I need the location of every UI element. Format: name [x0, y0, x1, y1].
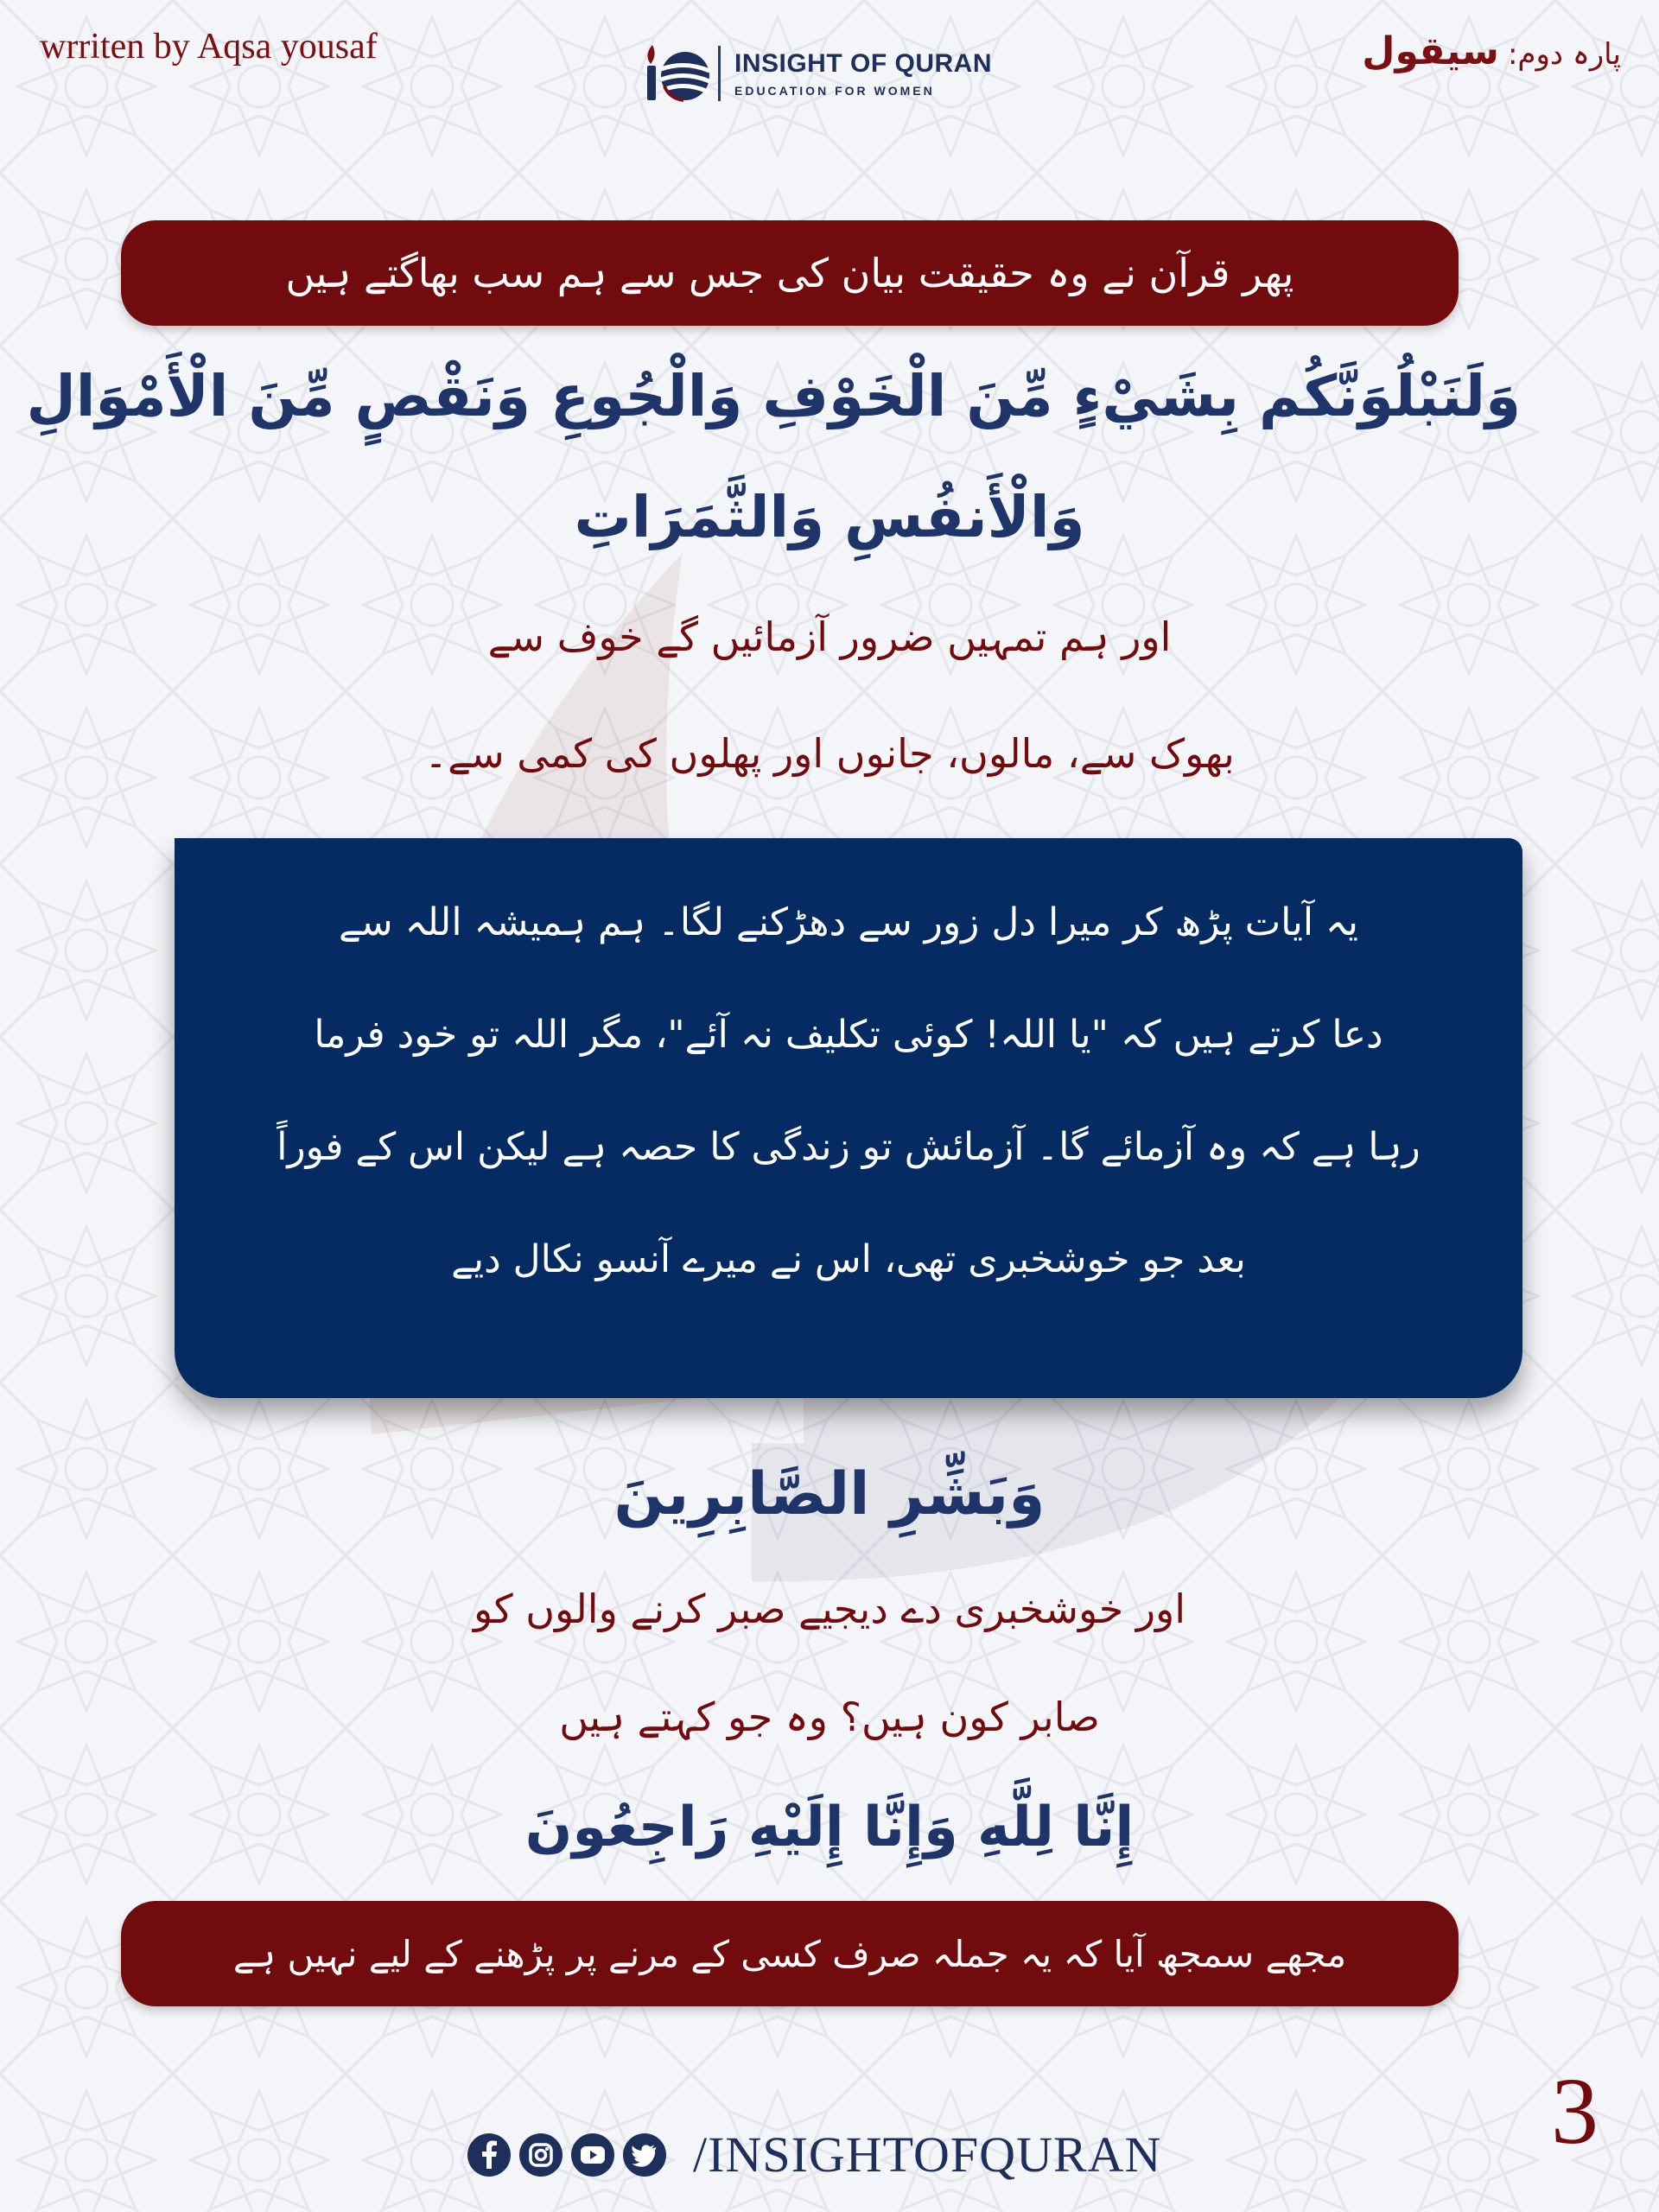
para-heading — [1362, 29, 1621, 73]
translation-line-1: اور ہم تمہیں ضرور آزمائیں گے خوف سے — [487, 613, 1172, 660]
reflection-box — [175, 838, 1522, 1398]
author-credit: wrriten by Aqsa yousaf — [40, 27, 378, 67]
ayah-sabireen: وَبَشِّرِ الصَّابِرِينَ — [613, 1460, 1046, 1529]
ayah-line-1: وَلَنَبْلُوَنَّكُم بِشَيْءٍ مِّنَ الْخَوْفِ وَالْجُوعِ وَنَقْصٍ مِّنَ الْأَمْوَالِ — [26, 363, 1521, 429]
logo-divider — [718, 46, 721, 101]
youtube-icon[interactable] — [570, 2133, 615, 2177]
translation-sabireen-1: اور خوشخبری دے دیجیے صبر کرنے والوں کو — [473, 1586, 1186, 1632]
facebook-icon[interactable] — [467, 2133, 512, 2177]
social-handle[interactable]: /INSIGHTOFQURAN — [693, 2126, 1162, 2183]
reflection-line-2: دعا کرتے ہیں کہ "یا اللہ! کوئی تکلیف نہ آئے"، مگر اللہ تو خود فرما — [314, 1013, 1383, 1057]
reflection-line-1: یہ آیات پڑھ کر میرا دل زور سے دھڑکنے لگا۔ ہم ہمیشہ اللہ سے — [338, 900, 1359, 944]
logo-mark-icon — [635, 35, 713, 112]
twitter-icon[interactable] — [622, 2133, 667, 2177]
translation-line-2: بھوک سے، مالوں، جانوں اور پھلوں کی کمی سے۔ — [424, 730, 1235, 777]
reflection-line-4: بعد جو خوشخبری تھی، اس نے میرے آنسو نکال دیے — [451, 1237, 1246, 1281]
social-footer — [467, 2126, 1161, 2183]
para-name: سیقول — [1362, 29, 1499, 73]
logo-title: INSIGHT OF QURAN — [734, 49, 992, 78]
page-number: 3 — [1551, 2058, 1599, 2164]
reflection-line-3: رہا ہے کہ وہ آزمائے گا۔ آزمائش تو زندگی کا حصہ ہے لیکن اس کے فوراً — [276, 1125, 1421, 1169]
conclusion-banner: مجھے سمجھ آیا کہ یہ جملہ صرف کسی کے مرنے پر پڑھنے کے لیے نہیں ہے — [121, 1901, 1459, 2006]
translation-sabireen-2: صابر کون ہیں؟ وہ جو کہتے ہیں — [559, 1694, 1100, 1740]
ayah-inna-lillah: إِنَّا لِلَّهِ وَإِنَّا إِلَيْهِ رَاجِعُونَ — [524, 1796, 1135, 1859]
para-label: پارہ دوم: — [1507, 37, 1621, 72]
instagram-icon[interactable] — [518, 2133, 563, 2177]
logo-subtitle: EDUCATION FOR WOMEN — [734, 84, 935, 98]
brand-logo — [635, 35, 1033, 112]
intro-banner: پھر قرآن نے وہ حقیقت بیان کی جس سے ہم سب بھاگتے ہیں — [121, 220, 1459, 326]
ayah-line-2: وَالْأَنفُسِ وَالثَّمَرَاتِ — [574, 484, 1085, 550]
